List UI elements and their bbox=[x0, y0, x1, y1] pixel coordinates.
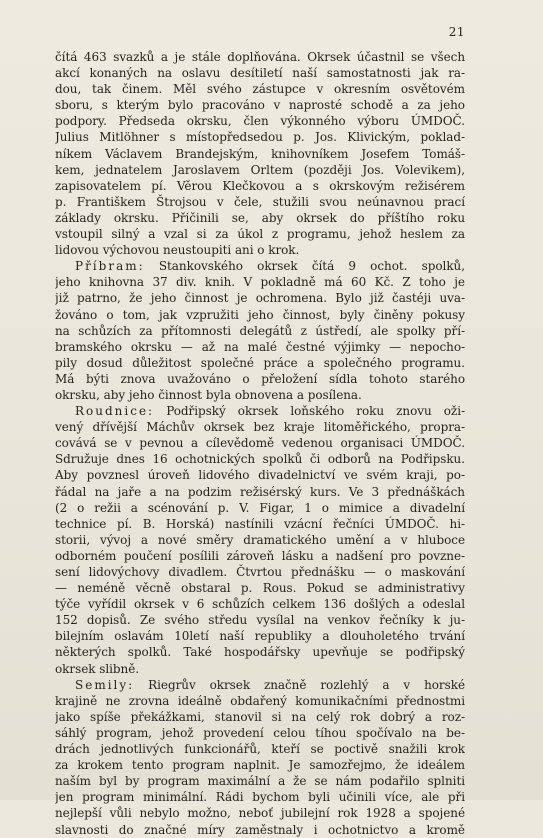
text-line bbox=[55, 178, 465, 194]
text-line bbox=[55, 210, 465, 226]
text-line bbox=[55, 789, 465, 805]
line-text: bilejním oslavám 10letí naší republiky a dlouholetého trvání bbox=[55, 629, 465, 644]
line-text: Aby povznesl úroveň lidového divadelnictví ve svém kraji, po- bbox=[55, 468, 465, 483]
line-text: odborném poučení posílili zároveň lásku a nadšení pro povzne- bbox=[55, 548, 465, 563]
line-text: slavnosti do značné míry zaměstnaly i ochotnictvo a kromě bbox=[55, 822, 465, 837]
line-text: Má býti znova uvažováno o přeložení sídla tohoto starého bbox=[55, 371, 465, 386]
text-line bbox=[55, 644, 465, 660]
line-text: vený dřívější Máchův okrsek bez kraje litoměřického, propra- bbox=[55, 420, 465, 435]
text-line bbox=[55, 387, 465, 403]
line-text: podpory. Předseda okrsku, člen výkonného výboru ÚMDOČ. bbox=[55, 114, 465, 129]
line-text: na schůzích za přítomnosti delegátů z ústředí, ale spolky pří- bbox=[55, 323, 465, 338]
text-line bbox=[55, 500, 465, 516]
text-line bbox=[55, 757, 465, 773]
text-line bbox=[55, 274, 465, 290]
line-text: níkem Václavem Brandejským, knihovníkem Josefem Tomáš- bbox=[55, 146, 465, 161]
text-line bbox=[55, 113, 465, 129]
text-line bbox=[55, 258, 465, 274]
line-text: základy okrsku. Přičinili se, aby okrsek do příštího roku bbox=[55, 210, 465, 225]
line-text: krajině ne zrovna ideálně obdařený komunikačními přednostmi bbox=[55, 693, 465, 708]
text-line bbox=[55, 773, 465, 789]
line-text: pily dosud důležitost společné práce a společného programu. bbox=[55, 355, 465, 370]
line-text: sení lidovýchovy divadlem. Čtvrtou přednášku — o maskování bbox=[55, 565, 465, 579]
text-line bbox=[55, 290, 465, 306]
line-text: jen program minimální. Rádi bychom byli učinili více, ale při bbox=[55, 790, 465, 805]
place-heading: Roudnice: bbox=[75, 404, 155, 419]
text-line bbox=[55, 194, 465, 210]
line-text: covává se v pevnou a cílevědomě vedenou organisaci ÚMDOČ. bbox=[55, 436, 465, 451]
line-text: nejlepší vůli nebylo možno, neboť jubilejní rok 1928 a spojené bbox=[55, 806, 465, 821]
text-line bbox=[55, 451, 465, 467]
text-line bbox=[55, 532, 465, 548]
line-text: Julius Mitlöhner s místopředsedou p. Jos. Klivickým, poklad- bbox=[55, 130, 465, 145]
line-text: kem, jednatelem Jaroslavem Orltem (později Jos. Volevikem), bbox=[55, 162, 465, 177]
line-text: čítá 463 svazků a je stále doplňována. Okrsek účastnil se všech bbox=[55, 50, 465, 64]
line-text: p. Františkem Štrojsou v čele, stužili svou neúnavnou prací bbox=[55, 194, 465, 209]
place-heading: Semily: bbox=[75, 677, 135, 692]
text-line bbox=[55, 129, 465, 145]
line-text: Sdružuje dnes 16 ochotnických spolků či odborů na Podřipsku. bbox=[55, 452, 465, 467]
page-number: 21 bbox=[448, 25, 465, 39]
text-line bbox=[55, 146, 465, 162]
text-line bbox=[55, 741, 465, 757]
line-text: týče vyřídil okrsek v 6 schůzích celkem 136 došlých a odeslal bbox=[55, 597, 465, 612]
text-line bbox=[55, 548, 465, 564]
text-line bbox=[55, 355, 465, 371]
line-text: za krokem tento program naplnit. Je samozřejmo, že ideálem bbox=[55, 758, 465, 773]
line-text: bramského okrsku — až na malé čestné výjimky — nepocho- bbox=[55, 339, 465, 354]
line-text: již patrno, že jeho činnost je ochromena. Bylo již častéji uva- bbox=[55, 291, 465, 306]
text-line bbox=[55, 403, 465, 419]
line-text: žováno o tom, jak vzpružiti jeho činnost, byly činěny pokusy bbox=[55, 307, 465, 322]
text-line bbox=[55, 65, 465, 81]
text-line bbox=[55, 693, 465, 709]
line-text: technice pí. B. Horská) nastínili vzácní řečníci ÚMDOČ. hi- bbox=[55, 516, 465, 531]
line-text: řádal na jaře a na podzim režisérský kurs. Ve 3 přednáškách bbox=[55, 484, 465, 499]
text-line bbox=[55, 580, 465, 596]
text-line bbox=[55, 419, 465, 435]
text-line bbox=[55, 677, 465, 693]
text-line bbox=[55, 596, 465, 612]
body-text bbox=[55, 49, 465, 838]
text-line bbox=[55, 709, 465, 725]
text-line bbox=[55, 435, 465, 451]
line-text: naším byl by program maximální a že se nám podařilo splniti bbox=[55, 774, 465, 789]
text-line bbox=[55, 307, 465, 323]
text-line bbox=[55, 805, 465, 821]
line-text: dou, tak činem. Měl svého zástupce v okresním osvětovém bbox=[55, 82, 465, 97]
line-text: Stankovského okrsek čítá 9 ochot. spolků, bbox=[144, 259, 465, 274]
line-text: lidovou výchovou neustoupiti ani o krok. bbox=[55, 243, 300, 258]
text-line bbox=[55, 661, 465, 677]
line-text: zapisovatelem pí. Věrou Klečkovou a s okrskovým režisérem bbox=[55, 178, 465, 193]
text-line bbox=[55, 516, 465, 532]
line-text: okrsku, aby jeho činnost byla obnovena a posílena. bbox=[55, 387, 362, 402]
line-text: sáhlý program, jehož provedení celou tíhou spočívalo na be- bbox=[55, 725, 465, 740]
text-line bbox=[55, 323, 465, 339]
text-line bbox=[55, 81, 465, 97]
text-line bbox=[55, 822, 465, 838]
text-line bbox=[55, 467, 465, 483]
line-text: okrsek slibně. bbox=[55, 661, 140, 676]
place-heading: Příbram: bbox=[75, 259, 145, 274]
line-text: akcí konaných na oslavu desítiletí naší samostatnosti jak ra- bbox=[55, 66, 465, 81]
text-line bbox=[55, 339, 465, 355]
line-text: (2 o režii a scénování p. V. Figar, 1 o mimice a divadelní bbox=[55, 500, 465, 515]
line-text: vstoupil silný a vzal si za úkol z programu, jehož heslem za bbox=[55, 227, 465, 242]
line-text: jeho knihovna 37 div. knih. V pokladně má 60 Kč. Z toho je bbox=[55, 275, 465, 290]
text-line bbox=[55, 97, 465, 113]
line-text: některých spolků. Také hospodářsky upevňuje se podřipský bbox=[55, 645, 465, 660]
line-text: Riegrův okrsek značně rozlehlý a v horské bbox=[134, 677, 465, 692]
text-line bbox=[55, 484, 465, 500]
text-line bbox=[55, 725, 465, 741]
line-text: storii, vývoj a nové směry dramatického umění a v hluboce bbox=[55, 532, 465, 547]
text-line bbox=[55, 564, 465, 580]
text-line bbox=[55, 612, 465, 628]
line-text: 152 dopisů. Ze svého středu vysílal na venkov řečníky k ju- bbox=[55, 613, 465, 628]
text-line bbox=[55, 371, 465, 387]
text-line bbox=[55, 226, 465, 242]
text-line bbox=[55, 242, 465, 258]
line-text: sboru, s kterým bylo pracováno v naprosté schodě a za jeho bbox=[55, 98, 465, 113]
line-text: drách jednotlivých funkcionářů, kteří se poctivě snažili krok bbox=[55, 742, 465, 757]
line-text: jako spíše překážkami, stanovil si na celý rok dobrý a roz- bbox=[55, 709, 465, 724]
text-line bbox=[55, 49, 465, 65]
text-line bbox=[55, 162, 465, 178]
line-text: — neméně věcně obstaral p. Rous. Pokud se administrativy bbox=[55, 581, 465, 596]
line-text: Podřipský okrsek loňského roku znovu oži- bbox=[154, 404, 465, 419]
text-line bbox=[55, 628, 465, 644]
